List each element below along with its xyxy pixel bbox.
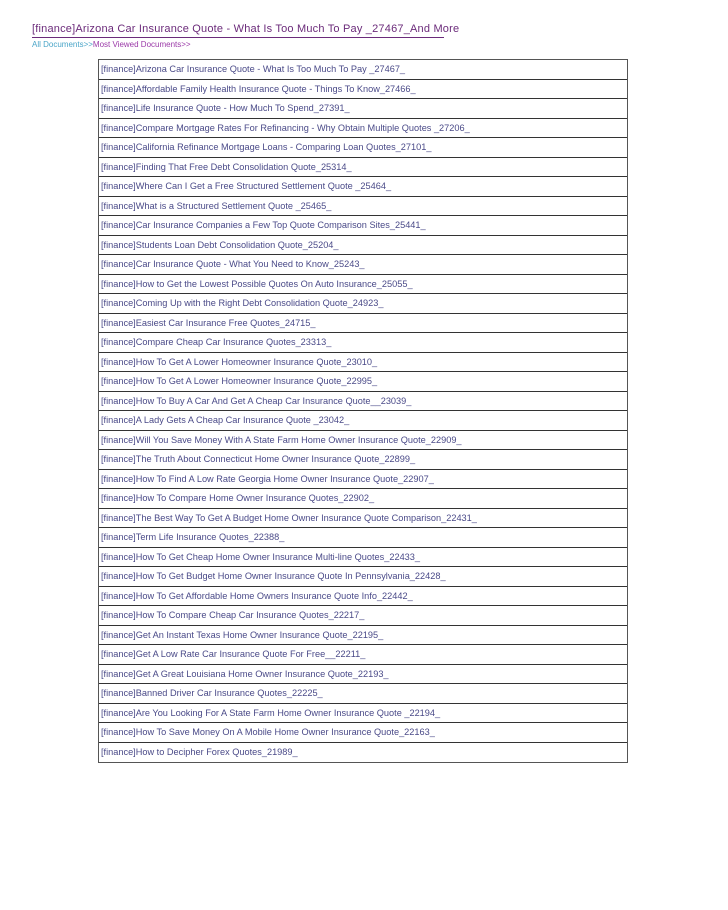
document-list-item[interactable] [99, 236, 627, 256]
document-link-text: [finance]Easiest Car Insurance Free Quotes_24715_ [101, 317, 316, 328]
document-link-text: [finance]Compare Mortgage Rates For Refinancing - Why Obtain Multiple Quotes _27206_ [101, 122, 470, 133]
document-list-item[interactable] [99, 567, 627, 587]
document-link-text: [finance]Finding That Free Debt Consolidation Quote_25314_ [101, 161, 352, 172]
document-list-item[interactable] [99, 372, 627, 392]
document-list-item[interactable] [99, 255, 627, 275]
document-link-text: [finance]Coming Up with the Right Debt Consolidation Quote_24923_ [101, 298, 384, 308]
document-link-text: [finance]What is a Structured Settlement Quote _25465_ [101, 200, 332, 211]
document-list-item[interactable] [99, 138, 627, 158]
document-link-text: [finance]How to Get the Lowest Possible Quotes On Auto Insurance_25055_ [101, 278, 413, 289]
document-link-text: [finance]Arizona Car Insurance Quote - What Is Too Much To Pay _27467_ [101, 64, 406, 74]
document-list-item[interactable] [99, 626, 627, 646]
document-link-text: [finance]Will You Save Money With A State Farm Home Owner Insurance Quote_22909_ [101, 434, 462, 445]
document-link-text: [finance]Affordable Family Health Insurance Quote - Things To Know_27466_ [101, 83, 416, 94]
document-link-text: [finance]Car Insurance Companies a Few Top Quote Comparison Sites_25441_ [101, 220, 426, 230]
document-list-item[interactable] [99, 177, 627, 197]
document-list-item[interactable] [99, 528, 627, 548]
document-link-text: [finance]Banned Driver Car Insurance Quotes_22225_ [101, 688, 323, 698]
breadcrumb-separator: >> [83, 40, 93, 49]
document-link-text: [finance]A Lady Gets A Cheap Car Insurance Quote _23042_ [101, 415, 350, 425]
breadcrumb-most-viewed-link[interactable]: Most Viewed Documents>> [92, 40, 191, 49]
document-list-item[interactable] [99, 275, 627, 295]
document-link-text: [finance]How To Get Budget Home Owner Insurance Quote In Pennsylvania_22428_ [101, 571, 446, 581]
document-link-text: [finance]How To Compare Cheap Car Insurance Quotes_22217_ [101, 610, 365, 620]
document-list-item[interactable] [99, 665, 627, 685]
document-list-item[interactable] [99, 216, 627, 236]
document-list-item[interactable] [99, 645, 627, 665]
breadcrumb-all-documents-link[interactable]: All Documents [32, 40, 84, 49]
document-list-item[interactable] [99, 158, 627, 178]
document-list-item[interactable] [99, 684, 627, 704]
document-list-item[interactable] [99, 80, 627, 100]
document-link-text: [finance]Life Insurance Quote - How Much To Spend_27391_ [101, 103, 350, 113]
document-link-text: [finance]The Best Way To Get A Budget Home Owner Insurance Quote Comparison_22431_ [101, 512, 477, 523]
document-list-item[interactable] [99, 119, 627, 139]
document-list-item[interactable] [99, 60, 627, 80]
document-link-text: [finance]How To Buy A Car And Get A Cheap Car Insurance Quote__23039_ [101, 395, 412, 406]
document-list-item[interactable] [99, 548, 627, 568]
breadcrumb [32, 40, 444, 50]
document-link-text: [finance]Get A Low Rate Car Insurance Quote For Free__22211_ [101, 649, 366, 659]
document-link-text: [finance]Compare Cheap Car Insurance Quotes_23313_ [101, 337, 332, 347]
document-list-item[interactable] [99, 489, 627, 509]
document-list-item[interactable] [99, 743, 627, 763]
document-list-item[interactable] [99, 587, 627, 607]
document-link-text: [finance]How To Get Affordable Home Owners Insurance Quote Info_22442_ [101, 590, 413, 601]
document-link-text: [finance]Students Loan Debt Consolidation Quote_25204_ [101, 239, 339, 250]
document-link-text: [finance]The Truth About Connecticut Home Owner Insurance Quote_22899_ [101, 454, 416, 464]
document-list-item[interactable] [99, 99, 627, 119]
document-list-item[interactable] [99, 470, 627, 490]
document-link-text: [finance]How To Save Money On A Mobile Home Owner Insurance Quote_22163_ [101, 727, 435, 737]
document-title: [finance]Arizona Car Insurance Quote - What Is Too Much To Pay _27467_And More [32, 23, 460, 35]
document-list-item[interactable] [99, 294, 627, 314]
document-link-text: [finance]Car Insurance Quote - What You Need to Know_25243_ [101, 259, 365, 269]
document-link-text: [finance]Are You Looking For A State Farm Home Owner Insurance Quote _22194_ [101, 707, 441, 718]
document-list-item[interactable] [99, 450, 627, 470]
document-link-text: [finance]Term Life Insurance Quotes_22388_ [101, 532, 285, 542]
document-list-item[interactable] [99, 353, 627, 373]
document-list-item[interactable] [99, 431, 627, 451]
document-link-text: [finance]How To Get A Lower Homeowner Insurance Quote_23010_ [101, 356, 378, 367]
document-list-item[interactable] [99, 509, 627, 529]
document-list-item[interactable] [99, 704, 627, 724]
document-link-text: [finance]Where Can I Get a Free Structured Settlement Quote _25464_ [101, 181, 392, 191]
document-list [98, 59, 628, 763]
document-link-text: [finance]How To Get A Lower Homeowner Insurance Quote_22995_ [101, 376, 378, 386]
document-link-text: [finance]Get A Great Louisiana Home Owner Insurance Quote_22193_ [101, 668, 389, 679]
title-underline [32, 37, 444, 38]
document-list-item[interactable] [99, 392, 627, 412]
document-list-item[interactable] [99, 197, 627, 217]
document-list-item[interactable] [99, 723, 627, 743]
document-list-item[interactable] [99, 411, 627, 431]
document-list-item[interactable] [99, 606, 627, 626]
document-link-text: [finance]California Refinance Mortgage Loans - Comparing Loan Quotes_27101_ [101, 142, 432, 152]
document-link-text: [finance]How To Compare Home Owner Insurance Quotes_22902_ [101, 493, 375, 503]
document-list-item[interactable] [99, 314, 627, 334]
document-list-item[interactable] [99, 333, 627, 353]
document-link-text: [finance]How to Decipher Forex Quotes_21989_ [101, 746, 298, 757]
document-link-text: [finance]Get An Instant Texas Home Owner Insurance Quote_22195_ [101, 629, 384, 640]
document-header [32, 23, 460, 50]
document-link-text: [finance]How To Find A Low Rate Georgia Home Owner Insurance Quote_22907_ [101, 473, 434, 484]
document-link-text: [finance]How To Get Cheap Home Owner Insurance Multi-line Quotes_22433_ [101, 551, 421, 562]
